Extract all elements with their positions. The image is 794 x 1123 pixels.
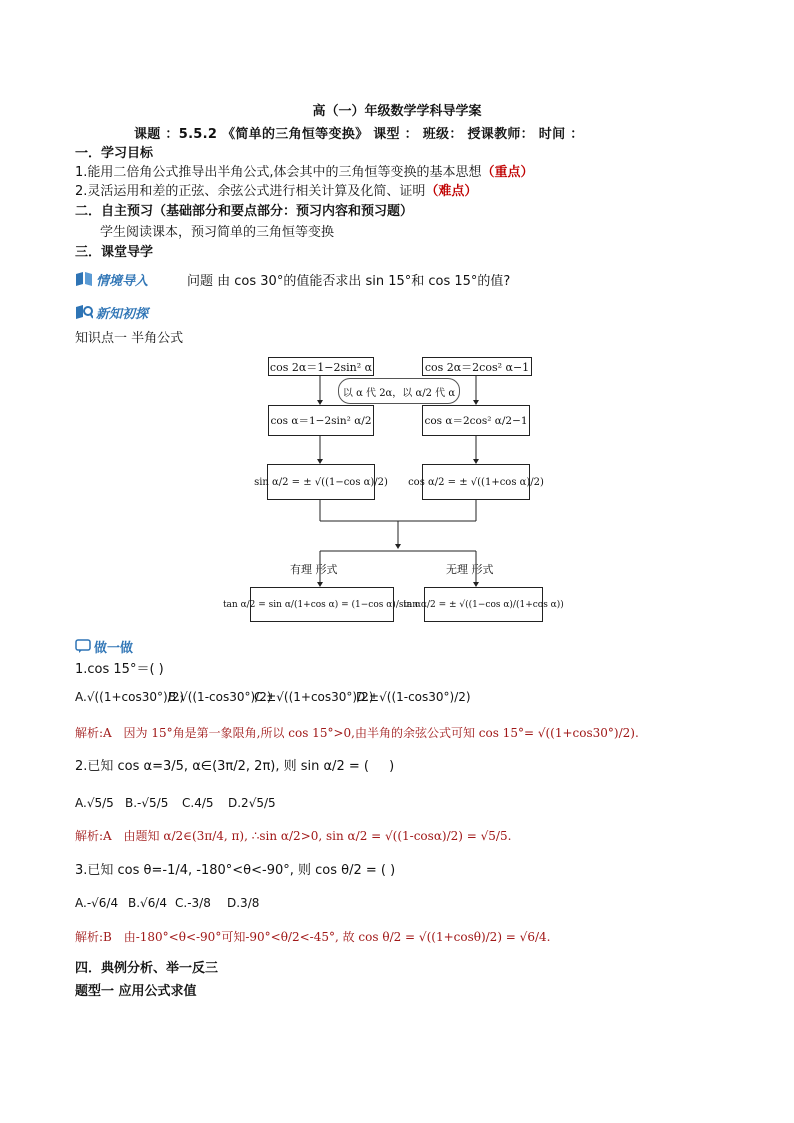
formula-cos2a-cos: cos 2α＝2cos² α−1 (424, 360, 530, 374)
formula-cos2a-sin: cos 2α＝1−2sin² α (269, 360, 373, 374)
formula-box-cos-half (408, 464, 544, 500)
formula-sin-half: sin α/2 = ± √((1−cos α)/2) (254, 476, 388, 488)
formula-cosa-sin: cos α＝1−2sin² α/2 (270, 415, 372, 427)
formula-box-tan-rational (222, 587, 422, 622)
formula-box-cosa-sin (268, 405, 374, 436)
section-heading-goals: 一．学习目标 (75, 146, 154, 161)
formula-tan-rational: tan α/2 = sin α/(1+cos α) = (1−cos α)/sin α (222, 599, 422, 610)
situation-tag-label: 情境导入 (96, 273, 149, 289)
formula-box-tan-irrational (403, 587, 564, 622)
q2-option-b: B.-√5/5 (125, 796, 169, 810)
q1-answer-lead: 解析:A (75, 726, 112, 740)
q2-option-c: C.4/5 (182, 796, 214, 810)
lesson-info-line: 课题 ：5.5.2 《简单的三角恒等变换》 课型 ： 班级： 授课教师： 时间 ： (134, 127, 584, 142)
q2-stem-lead: 2.已知 cos α=3/5, α∈(3π/2, 2π), 则 sin α/2 = ( (75, 759, 369, 774)
goal-2-tag: （难点） (425, 184, 478, 199)
knowledge-point-heading: 知识点一 半角公式 (75, 331, 184, 346)
formula-box-cos2a-sin (268, 357, 374, 376)
substitution-text: 以 α 代 2α，以 α/2 代 α (342, 387, 456, 399)
section-heading-classroom: 三．课堂导学 (75, 245, 154, 260)
formula-box-cos2a-cos (422, 357, 532, 376)
practice-tag-label: 做一做 (94, 640, 134, 656)
formula-box-cosa-cos (422, 405, 530, 436)
speech-bubble-icon (75, 639, 91, 653)
q3-option-b: B.√6/4 (128, 896, 168, 910)
q2-answer (75, 827, 511, 845)
new-knowledge-tag-label: 新知初探 (96, 306, 149, 322)
q3-answer-lead: 解析:B (75, 930, 112, 944)
q3-option-a: A.-√6/4 (75, 896, 119, 910)
question-type-1: 题型一 应用公式求值 (75, 984, 197, 999)
label-irrational-form: 无理 形式 (446, 563, 494, 576)
section-heading-examples: 四．典例分析、举一反三 (75, 961, 219, 976)
preview-body: 学生阅读课本，预习简单的三角恒等变换 (100, 225, 335, 240)
q1-stem: 1.cos 15°＝( ) (75, 662, 164, 677)
formula-cos-half: cos α/2 = ± √((1+cos α)/2) (408, 476, 544, 488)
goal-1-text: 1.能用二倍角公式推导出半角公式,体会其中的三角恒等变换的基本思想 (75, 165, 482, 180)
formula-cosa-cos: cos α＝2cos² α/2−1 (424, 415, 528, 427)
q2-option-a: A.√5/5 (75, 796, 114, 810)
q1-answer (75, 724, 639, 742)
formula-tan-irrational: tan α/2 = ± √((1−cos α)/(1+cos α)) (403, 599, 564, 610)
q1-option-a: A.√((1+cos30°)/2) (75, 690, 185, 704)
q1-option-b: B.√((1-cos30°)/2) (168, 690, 272, 704)
q1-option-c: C.±√((1+cos30°)/2) (254, 690, 374, 704)
substitution-note (338, 378, 460, 404)
q3-answer (75, 928, 550, 946)
goal-1-tag: （重点） (481, 165, 534, 180)
q2-answer-text: 由题知 α/2∈(3π/4, π), ∴sin α/2>0, sin α/2 = √((1-cosα)/2) = √5/5. (123, 829, 512, 843)
q1-option-d: D.±√((1-cos30°)/2) (356, 690, 471, 704)
q1-answer-formula: √((1+cos30°)/2). (537, 726, 639, 740)
q2-option-d: D.2√5/5 (228, 796, 276, 810)
q3-option-c: C.-3/8 (175, 896, 211, 910)
q2-answer-lead: 解析:A (75, 829, 112, 843)
label-rational-form: 有理 形式 (290, 563, 338, 576)
q3-stem: 3.已知 cos θ=-1/4, -180°<θ<-90°, 则 cos θ/2 = ( ) (75, 863, 396, 878)
q2-stem-end: ) (389, 759, 395, 774)
section-heading-preview: 二．自主预习（基础部分和要点部分：预习内容和预习题） (75, 204, 414, 219)
q3-option-d: D.3/8 (227, 896, 260, 910)
situation-question: 问题 由 cos 30°的值能否求出 sin 15°和 cos 15°的值? (187, 274, 511, 289)
q1-answer-text: 因为 15°角是第一象限角,所以 cos 15°>0,由半角的余弦公式可知 cos 15°= (123, 726, 535, 740)
goal-2-text: 2.灵活运用和差的正弦、余弦公式进行相关计算及化简、证明 (75, 184, 426, 199)
page-title: 高（一）年级数学学科导学案 (312, 104, 482, 119)
q3-answer-text: 由-180°<θ<-90°可知-90°<θ/2<-45°, 故 cos θ/2 = √((1+cosθ)/2) = √6/4. (123, 930, 551, 944)
practice-tag (75, 638, 133, 654)
formula-box-sin-half (254, 464, 388, 500)
q2-stem (75, 758, 394, 776)
